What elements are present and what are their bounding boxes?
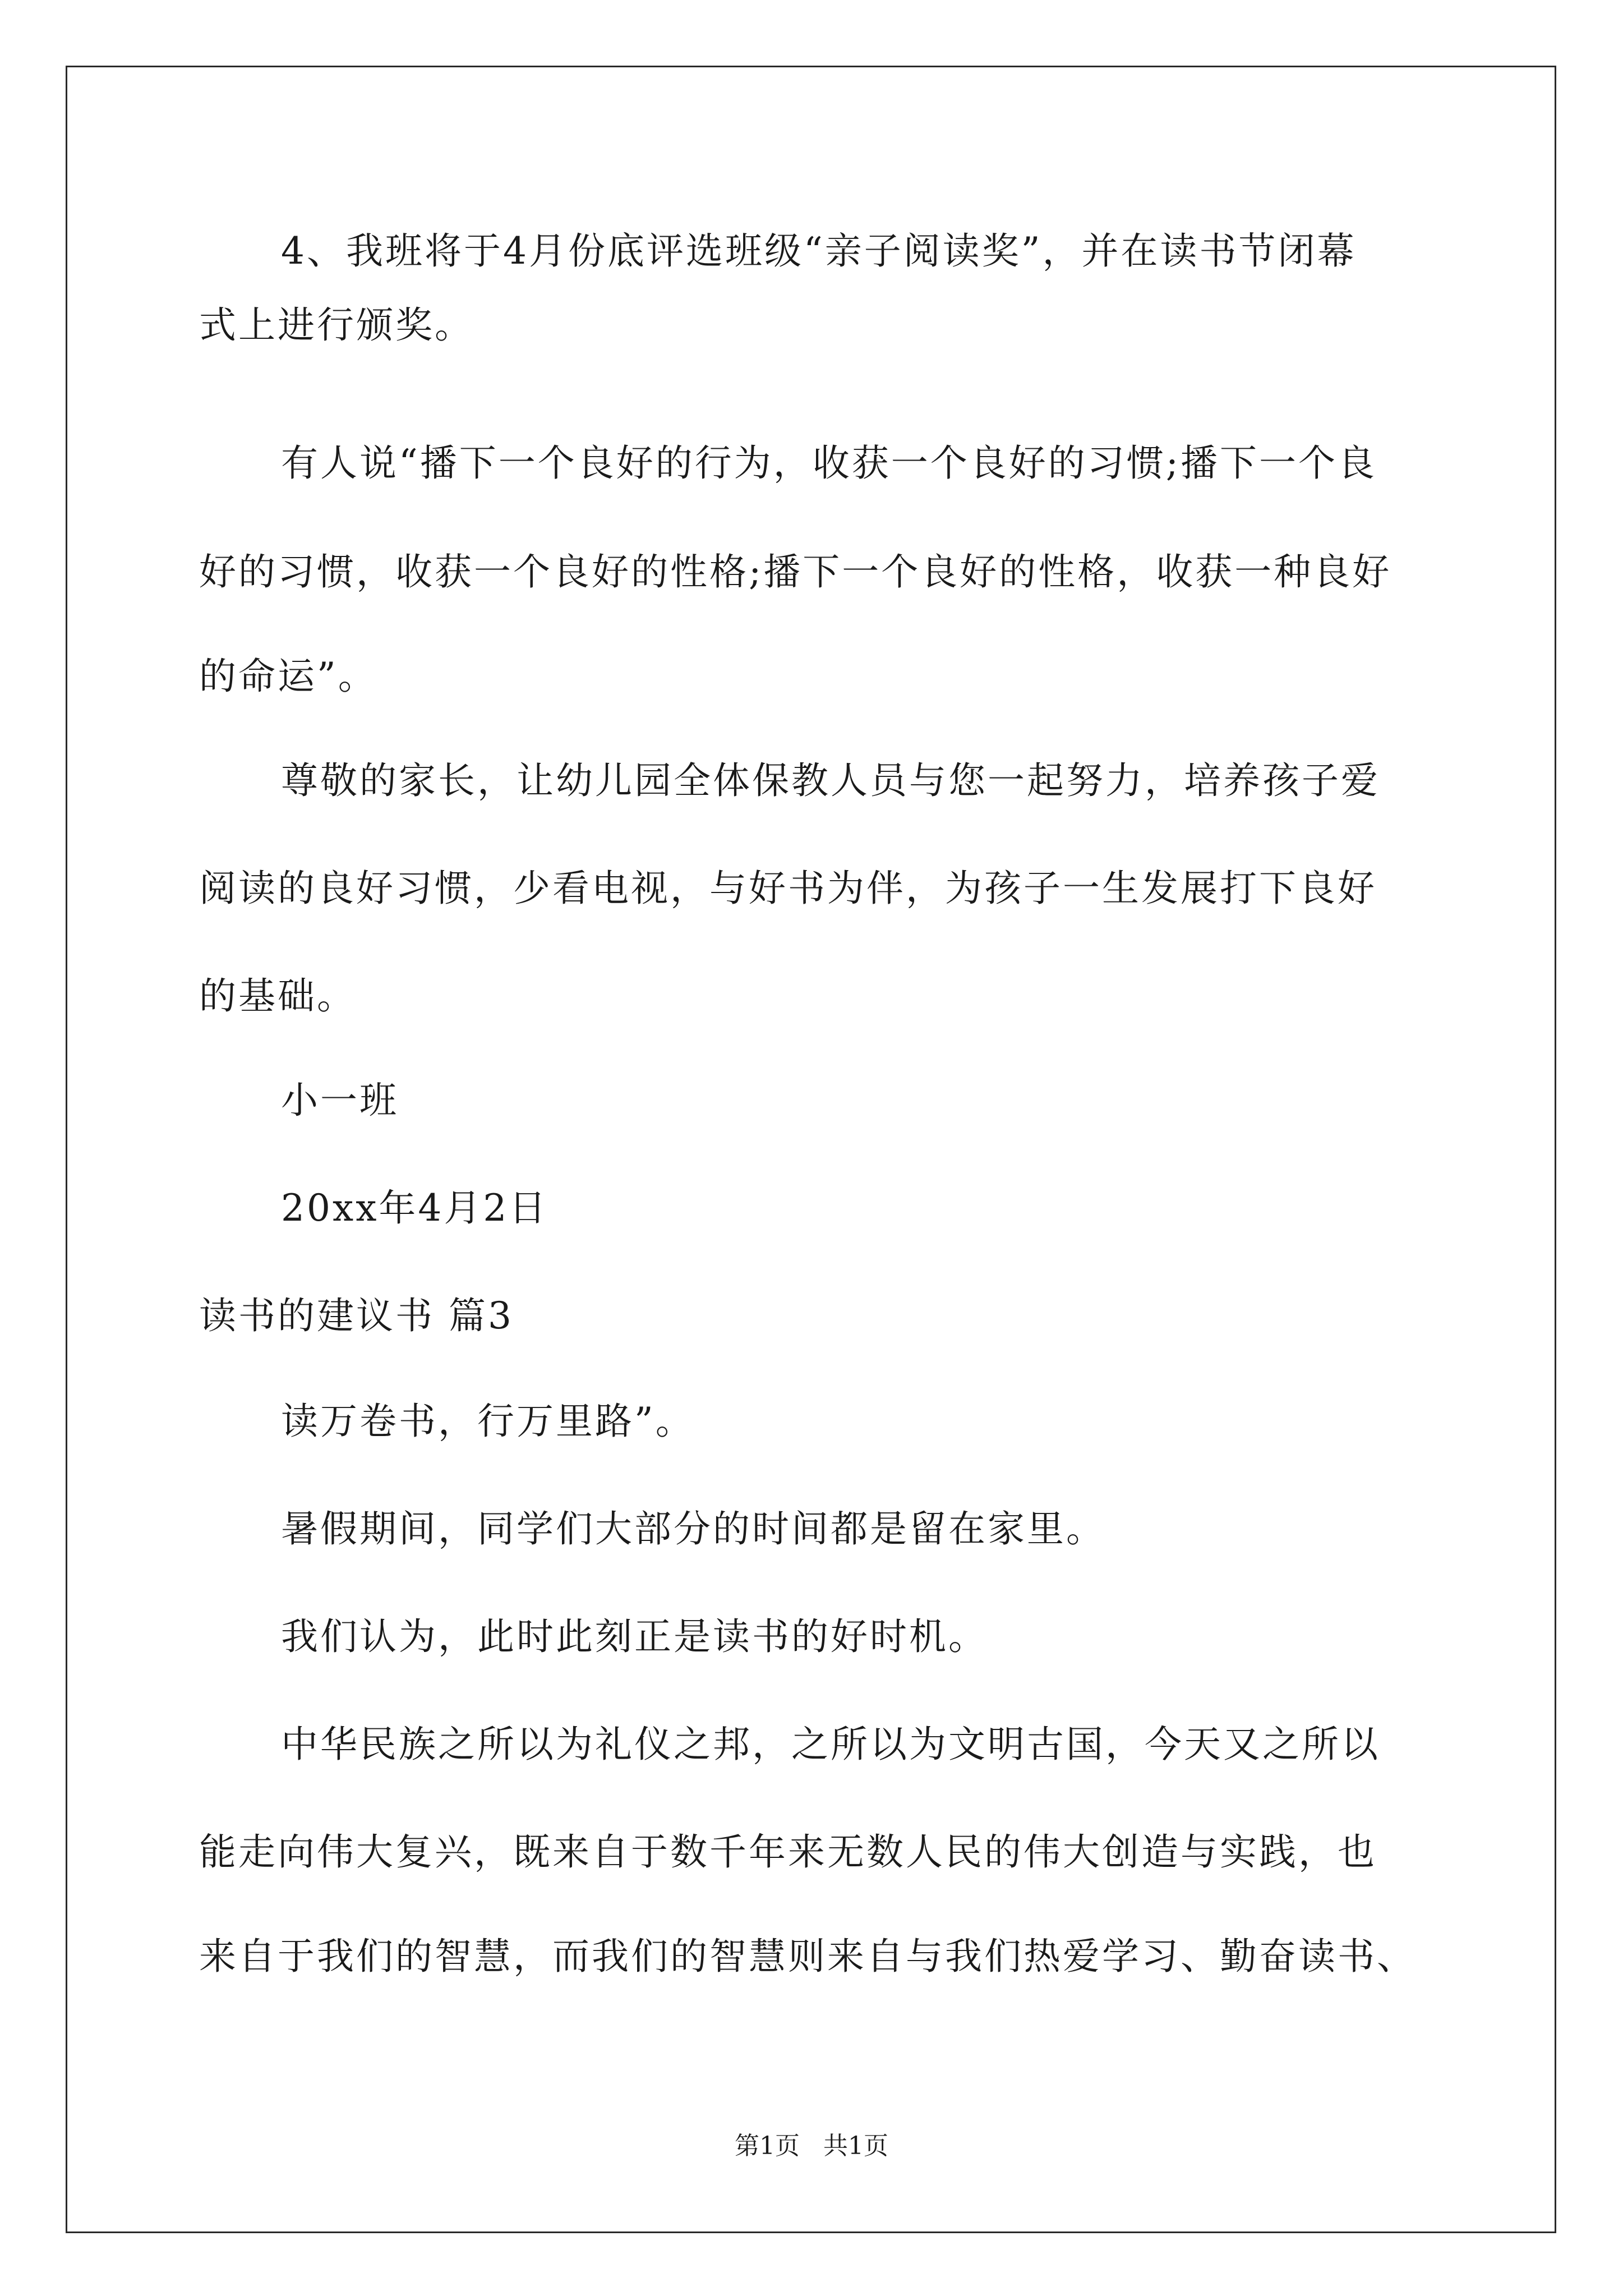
paragraph-line: 式上进行颁奖。	[199, 303, 474, 347]
paragraph-line: 的基础。	[199, 974, 356, 1018]
paragraph-line: 中华民族之所以为礼仪之邦，之所以为文明古国，今天又之所以	[281, 1723, 1380, 1766]
signature-date: 20xx年4月2日	[281, 1186, 548, 1230]
paragraph-line: 能走向伟大复兴，既来自于数千年来无数人民的伟大创造与实践，也	[199, 1830, 1377, 1874]
paragraph-line: 有人说“播下一个良好的行为，收获一个良好的习惯;播下一个良	[281, 441, 1377, 485]
paragraph-line: 好的习惯，收获一个良好的性格;播下一个良好的性格，收获一种良好	[199, 550, 1392, 593]
paragraph-line: 阅读的良好习惯，少看电视，与好书为伴，为孩子一生发展打下良好	[199, 867, 1377, 910]
paragraph-line: 暑假期间，同学们大部分的时间都是留在家里。	[281, 1507, 1105, 1550]
paragraph-line: 的命运”。	[199, 655, 377, 698]
paragraph-line: 读万卷书，行万里路”。	[281, 1400, 695, 1443]
paragraph-line: 我们认为，此时此刻正是读书的好时机。	[281, 1615, 988, 1658]
paragraph-line: 4、我班将于4月份底评选班级“亲子阅读奖”，并在读书节闭幕	[281, 229, 1357, 273]
section-heading: 读书的建议书 篇3	[199, 1294, 514, 1337]
paragraph-line: 尊敬的家长，让幼儿园全体保教人员与您一起努力，培养孩子爱	[281, 759, 1380, 802]
paragraph-line: 来自于我们的智慧，而我们的智慧则来自与我们热爱学习、勤奋读书、	[199, 1935, 1416, 1978]
page-footer: 第1页 共1页	[735, 2132, 888, 2160]
signature-class: 小一班	[281, 1079, 399, 1122]
page-border	[66, 66, 1556, 2233]
